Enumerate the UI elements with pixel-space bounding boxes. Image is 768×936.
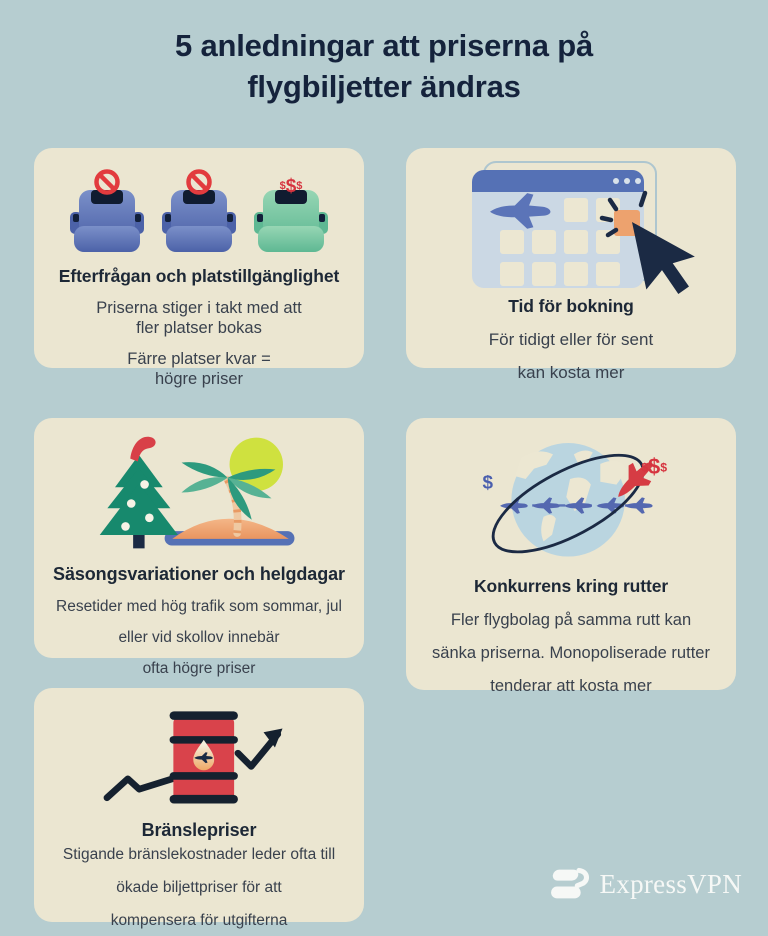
card-heading: Efterfrågan och platstillgänglighet bbox=[58, 266, 340, 286]
card-heading: Tid för bokning bbox=[508, 296, 634, 316]
airplane-seat-blue-1 bbox=[70, 172, 144, 253]
dollar-expensive-badge: $$$ bbox=[641, 454, 668, 480]
prohibition-icon bbox=[189, 172, 210, 193]
holiday-seasons-icon bbox=[79, 430, 319, 556]
card-heading: Bränslepriser bbox=[141, 820, 257, 840]
airplane-seat-green bbox=[254, 190, 328, 252]
page-title bbox=[0, 26, 768, 108]
island-icon bbox=[172, 519, 288, 539]
card-text-line: ofta högre priser bbox=[142, 660, 256, 677]
card-text-line: För tidigt eller för sent bbox=[488, 330, 654, 349]
card-text-line: högre priser bbox=[154, 370, 244, 389]
card-text-line: Resetider med hög trafik som sommar, jul bbox=[56, 598, 342, 615]
globe-routes-icon bbox=[446, 426, 696, 566]
card-text-line: Stigande bränslekostnader leder ofta till bbox=[62, 846, 336, 863]
card-text-line: Priserna stiger i takt med att bbox=[96, 299, 302, 317]
window-dots-icon bbox=[613, 178, 641, 184]
card-text-line: Färre platser kvar = bbox=[127, 350, 271, 369]
prohibition-icon bbox=[97, 172, 118, 193]
page-title-line1: 5 anledningar att priserna på bbox=[175, 28, 593, 63]
card-timing bbox=[406, 148, 736, 382]
card-text-line: ökade biljettpriser för att bbox=[116, 879, 282, 896]
airplane-seats-icon bbox=[70, 170, 328, 254]
dollar-badge: $$$ bbox=[279, 176, 303, 197]
card-demand bbox=[34, 148, 364, 389]
expressvpn-wordmark: ExpressVPN bbox=[599, 868, 742, 899]
card-text-line: tenderar att kosta mer bbox=[490, 677, 652, 695]
card-text-line: kompensera för utgifterna bbox=[110, 912, 288, 929]
card-text-line: kan kosta mer bbox=[517, 363, 625, 382]
card-text-line: fler platser bokas bbox=[136, 319, 262, 338]
airplane-seat-blue-2 bbox=[162, 172, 236, 253]
card-text-line: sänka priserna. Monopoliserade rutter bbox=[432, 644, 710, 662]
christmas-tree-icon bbox=[100, 437, 178, 549]
trend-arrow-front bbox=[238, 728, 283, 766]
card-fuel bbox=[34, 688, 364, 929]
santa-hat-icon bbox=[130, 437, 155, 462]
booking-calendar-icon bbox=[464, 160, 679, 288]
dollar-cheap: $ bbox=[482, 472, 494, 494]
card-competition bbox=[406, 418, 736, 695]
card-text-line: eller vid skollov innebär bbox=[118, 629, 280, 646]
barrel bbox=[170, 711, 238, 803]
expressvpn-logo bbox=[546, 862, 743, 906]
card-text-line: Fler flygbolag på samma rutt kan bbox=[450, 611, 692, 629]
expressvpn-icon bbox=[546, 862, 590, 906]
page-title-line2: flygbiljetter ändras bbox=[247, 68, 521, 104]
card-seasonality bbox=[34, 418, 364, 677]
oil-barrel-icon bbox=[84, 700, 314, 812]
card-heading: Konkurrens kring rutter bbox=[473, 576, 669, 596]
card-heading: Säsongsvariationer och helgdagar bbox=[53, 564, 345, 584]
